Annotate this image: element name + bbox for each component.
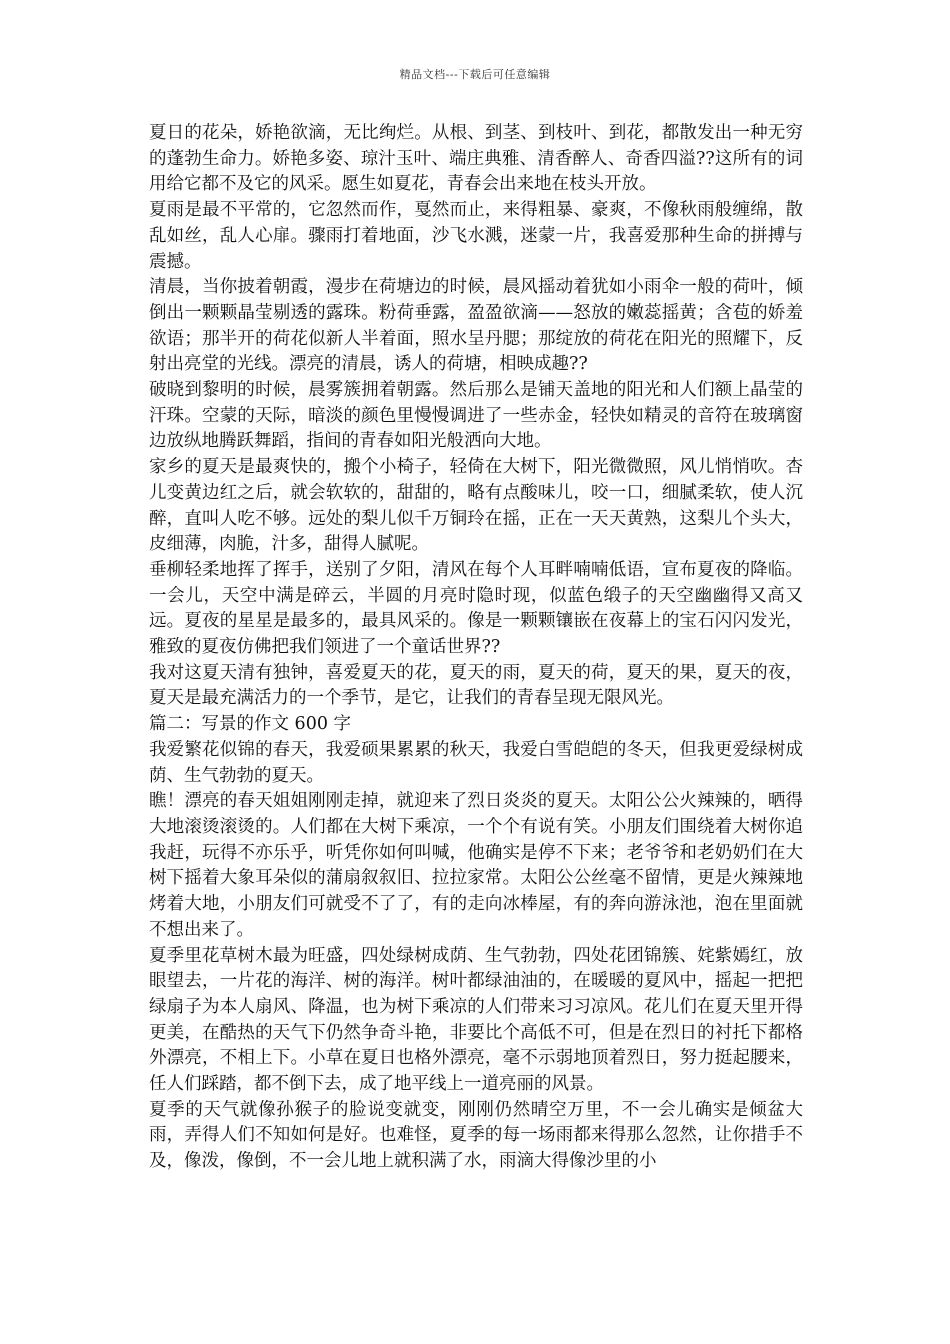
- page-header: 精品文档---下载后可任意编辑: [399, 68, 551, 81]
- paragraph-summer-flowers: 夏日的花朵，娇艳欲滴，无比绚烂。从根、到茎、到枝叶、到花，都散发出一种无穷的蓬勃生命力。娇艳多姿、琼汁玉叶、端庄典雅、清香醉人、奇香四溢??这所有的词用给它都不及它的风采。愿生如夏花，青春会出来地在枝头开放。: [149, 123, 803, 195]
- paragraph-hometown-summer: 家乡的夏天是最爽快的，搬个小椅子，轻倚在大树下，阳光微微照，风儿悄悄吹。杏儿变黄边红之后，就会软软的，甜甜的，略有点酸味儿，咬一口，细腻柔软，使人沉醉，直叫人吃不够。远处的梨儿似千万铜玲在摇，正在一天天黄熟，这梨儿个头大，皮细薄，肉脆，汁多，甜得人腻呢。: [149, 457, 803, 555]
- paragraph-summer-rain: 夏雨是最不平常的，它忽然而作，戛然而止，来得粗暴、豪爽，不像秋雨般缠绵，散乱如丝，乱人心扉。骤雨打着地面，沙飞水溅，迷蒙一片，我喜爱那种生命的拼搏与震撼。: [149, 200, 803, 272]
- paragraph-summer-night: 垂柳轻柔地挥了挥手，送别了夕阳，清风在每个人耳畔喃喃低语，宣布夏夜的降临。一会儿，天空中满是碎云，半圆的月亮时隐时现，似蓝色缎子的天空幽幽得又高又远。夏夜的星星是最多的，最具风采的。像是一颗颗镶嵌在夜幕上的宝石闪闪发光，雅致的夏夜仿佛把我们领进了一个童话世界??: [149, 559, 803, 658]
- paragraph-dawn: 破晓到黎明的时候，晨雾簇拥着朝露。然后那么是铺天盖地的阳光和人们额上晶莹的汗珠。空蒙的天际，暗淡的颜色里慢慢调进了一些赤金，轻快如精灵的音符在玻璃窗边放纵地腾跃舞蹈，指间的青春如阳光般洒向大地。: [149, 380, 803, 452]
- paragraph-summer-weather: 夏季的天气就像孙猴子的脸说变就变，刚刚仍然晴空万里，不一会儿确实是倾盆大雨，弄得人们不知如何是好。也难怪，夏季的每一场雨都来得那么忽然，让你措手不及，像泼，像倒，不一会儿地上就积满了水，雨滴大得像沙里的小: [149, 1099, 803, 1172]
- paragraph-conclusion: 我对这夏天清有独钟，喜爱夏天的花，夏天的雨，夏天的荷，夏天的果，夏天的夜，夏天是最充满活力的一个季节，是它，让我们的青春呈现无限风光。: [149, 662, 803, 709]
- paragraph-plants: 夏季里花草树木最为旺盛，四处绿树成荫、生气勃勃，四处花团锦簇、姹紫嫣红，放眼望去，一片花的海洋、树的海洋。树叶都绿油油的，在暖暖的夏风中，摇起一把把绿扇子为本人扇风、降温，也为树下乘凉的人们带来习习凉风。花儿们在夏天里开得更美，在酷热的天气下仍然争奇斗艳，非要比个高低不可，但是在烈日的衬托下都格外漂亮，不相上下。小草在夏日也格外漂亮，毫不示弱地顶着烈日，努力挺起腰来，任人们踩踏，都不倒下去，成了地平线上一道亮丽的风景。: [149, 945, 803, 1095]
- paragraph-hot-summer: 瞧！漂亮的春天姐姐刚刚走掉，就迎来了烈日炎炎的夏天。太阳公公火辣辣的，晒得大地滚烫滚烫的。人们都在大树下乘凉，一个个有说有笑。小朋友们围绕着大树你追我赶，玩得不亦乐乎，听凭你如何叫喊，他确实是停不下来；老爷爷和老奶奶们在大树下摇着大象耳朵似的蒲扇叙叙旧、拉拉家常。太阳公公丝毫不留情，更是火辣辣地烤着大地，小朋友们可就受不了了，有的走向冰棒屋，有的奔向游泳池，泡在里面就不想出来了。: [149, 791, 803, 940]
- document-body: [149, 121, 803, 1175]
- paragraph-morning-lotus: 清晨，当你披着朝霞，漫步在荷塘边的时候，晨风摇动着犹如小雨伞一般的荷叶，倾倒出一颗颗晶莹剔透的露珠。粉荷垂露，盈盈欲滴——怒放的嫩蕊摇黄；含苞的娇羞欲语；那半开的荷花似新人半着面，照水呈丹腮；那绽放的荷花在阳光的照耀下，反射出亮堂的光线。漂亮的清晨，诱人的荷塘，相映成趣??: [149, 277, 803, 375]
- section-heading: 篇二：写景的作文 600 字: [149, 714, 352, 735]
- paragraph-seasons-love: 我爱繁花似锦的春天，我爱硕果累累的秋天，我爱白雪皑皑的冬天，但我更爱绿树成荫、生气勃勃的夏天。: [149, 739, 803, 786]
